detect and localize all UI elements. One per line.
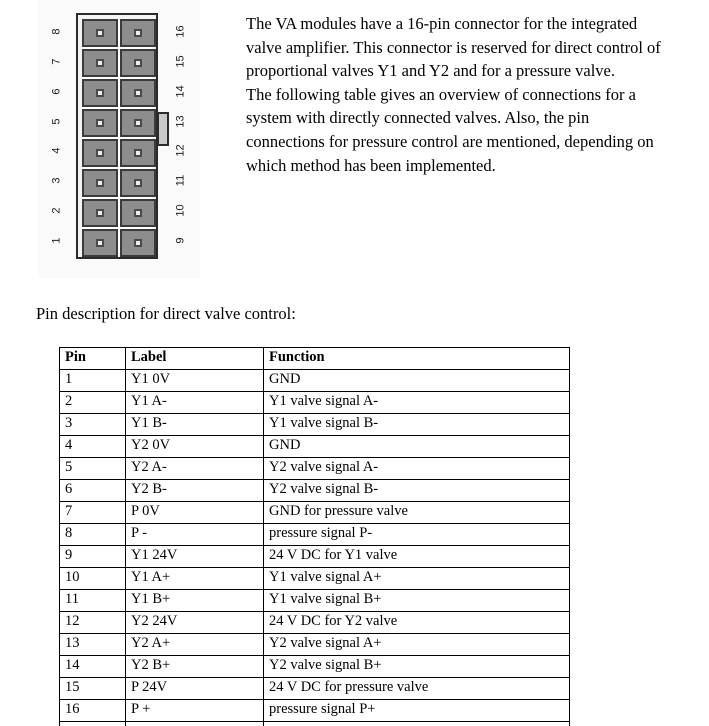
- pin-number-left-6: 6: [52, 76, 63, 106]
- pin-contact-15: [134, 59, 142, 67]
- pin-number-column-left: [38, 0, 76, 278]
- cell-function: 24 V DC for Y1 valve: [264, 546, 570, 568]
- pin-contact-5: [96, 119, 104, 127]
- pin-number-left-5: 5: [52, 106, 63, 136]
- cell-pin: 5: [60, 458, 126, 480]
- column-header-function: Function: [264, 348, 570, 370]
- pin-description-table-wrapper: [59, 347, 569, 726]
- connector-pin-12: [120, 139, 156, 167]
- cell-function: GND: [264, 370, 570, 392]
- cell-pin: 9: [60, 546, 126, 568]
- table-row: [60, 700, 570, 722]
- cell-label: Y2 A-: [126, 458, 264, 480]
- cell-label: Y1 B-: [126, 414, 264, 436]
- table-row: [60, 414, 570, 436]
- cell-label: P +: [126, 700, 264, 722]
- connector-pin-5: [82, 109, 118, 137]
- pin-contact-4: [96, 149, 104, 157]
- pin-contact-9: [134, 239, 142, 247]
- cell-pin: 2: [60, 392, 126, 414]
- cell-label: Y2 0V: [126, 436, 264, 458]
- connector-pin-11: [120, 169, 156, 197]
- pin-number-left-4: 4: [52, 136, 63, 166]
- cell-pin: 14: [60, 656, 126, 678]
- table-row: [60, 436, 570, 458]
- cell-label: Y1 A-: [126, 392, 264, 414]
- table-row: [60, 656, 570, 678]
- connector-pin-4: [82, 139, 118, 167]
- cell-pin: 15: [60, 678, 126, 700]
- cell-label: Y1 24V: [126, 546, 264, 568]
- pin-contact-1: [96, 239, 104, 247]
- cell-pin: 12: [60, 612, 126, 634]
- cell-function: pressure signal P-: [264, 524, 570, 546]
- table-row: [60, 480, 570, 502]
- cell-function: Y1 valve signal B-: [264, 414, 570, 436]
- connector-pin-16: [120, 19, 156, 47]
- cell-function: Y1 valve signal B+: [264, 590, 570, 612]
- pin-number-right-11: 11: [176, 166, 187, 196]
- pin-number-right-16: 16: [176, 17, 187, 47]
- cell-label: Y2 B+: [126, 656, 264, 678]
- connector-pin-15: [120, 49, 156, 77]
- pin-number-right-10: 10: [176, 195, 187, 225]
- pin-number-left-1: 1: [52, 225, 63, 255]
- cell-pin: 1: [60, 370, 126, 392]
- cell-pin: 16: [60, 700, 126, 722]
- cell-pin: 7: [60, 502, 126, 524]
- cell-function: 24 V DC for Y2 valve: [264, 612, 570, 634]
- connector-pin-14: [120, 79, 156, 107]
- pin-grid: [82, 19, 156, 257]
- column-header-pin: Pin: [60, 348, 126, 370]
- connector-pin-9: [120, 229, 156, 257]
- cell-label: Y1 B+: [126, 590, 264, 612]
- table-row: [60, 612, 570, 634]
- table-row: [60, 370, 570, 392]
- cell-pin: 11: [60, 590, 126, 612]
- pin-contact-11: [134, 179, 142, 187]
- connector-pin-1: [82, 229, 118, 257]
- connector-pin-6: [82, 79, 118, 107]
- connector-body: [76, 13, 158, 259]
- table-row: [60, 546, 570, 568]
- cell-pin: 8: [60, 524, 126, 546]
- cell-function: Y2 valve signal B+: [264, 656, 570, 678]
- connector-pin-3: [82, 169, 118, 197]
- table-row: [60, 524, 570, 546]
- cell-function: 24 V DC for pressure valve: [264, 678, 570, 700]
- cell-clipped: [60, 722, 126, 726]
- cell-function: GND for pressure valve: [264, 502, 570, 524]
- cell-function: GND: [264, 436, 570, 458]
- cell-function: Y1 valve signal A+: [264, 568, 570, 590]
- cell-clipped: [264, 722, 570, 726]
- pin-description-table: [59, 347, 570, 726]
- intro-paragraph-1: The VA modules have a 16-pin connector for the integrated valve amplifier. This connector is reserved for direct control of proportional valves Y1 and Y2 and for a pressure valve.: [246, 12, 664, 83]
- cell-pin: 10: [60, 568, 126, 590]
- intro-text-block: [246, 12, 664, 177]
- connector-pin-7: [82, 49, 118, 77]
- pin-contact-7: [96, 59, 104, 67]
- table-row: [60, 634, 570, 656]
- pin-number-right-12: 12: [176, 136, 187, 166]
- pin-number-column-right: [162, 0, 200, 278]
- cell-pin: 3: [60, 414, 126, 436]
- pin-contact-2: [96, 209, 104, 217]
- column-header-label: Label: [126, 348, 264, 370]
- table-row: [60, 568, 570, 590]
- cell-label: Y1 0V: [126, 370, 264, 392]
- cell-function: Y2 valve signal A+: [264, 634, 570, 656]
- cell-label: P 0V: [126, 502, 264, 524]
- table-row: [60, 590, 570, 612]
- connector-pin-10: [120, 199, 156, 227]
- connector-figure: [38, 0, 200, 278]
- intro-paragraph-2: The following table gives an overview of connections for a system with directly connected valves. Also, the pin connections for pressure control are mentioned, depending on which method has been implemented.: [246, 83, 664, 177]
- cell-function: Y2 valve signal A-: [264, 458, 570, 480]
- cell-clipped: [126, 722, 264, 726]
- table-row-clipped: [60, 722, 570, 726]
- table-row: [60, 502, 570, 524]
- pin-number-left-7: 7: [52, 47, 63, 77]
- cell-function: Y2 valve signal B-: [264, 480, 570, 502]
- cell-function: pressure signal P+: [264, 700, 570, 722]
- pin-contact-14: [134, 89, 142, 97]
- cell-pin: 6: [60, 480, 126, 502]
- pin-number-left-2: 2: [52, 195, 63, 225]
- cell-label: P 24V: [126, 678, 264, 700]
- table-row: [60, 458, 570, 480]
- pin-contact-16: [134, 29, 142, 37]
- cell-pin: 13: [60, 634, 126, 656]
- cell-label: P -: [126, 524, 264, 546]
- pin-number-right-13: 13: [176, 106, 187, 136]
- pin-number-right-9: 9: [176, 225, 187, 255]
- cell-label: Y2 24V: [126, 612, 264, 634]
- cell-function: Y1 valve signal A-: [264, 392, 570, 414]
- pin-contact-6: [96, 89, 104, 97]
- cell-label: Y2 B-: [126, 480, 264, 502]
- pin-number-left-8: 8: [52, 17, 63, 47]
- pin-contact-8: [96, 29, 104, 37]
- table-row: [60, 678, 570, 700]
- cell-label: Y2 A+: [126, 634, 264, 656]
- connector-pin-8: [82, 19, 118, 47]
- connector-pin-13: [120, 109, 156, 137]
- pin-number-right-15: 15: [176, 47, 187, 77]
- table-caption: Pin description for direct valve control:: [36, 303, 296, 325]
- cell-label: Y1 A+: [126, 568, 264, 590]
- table-header-row: [60, 348, 570, 370]
- pin-contact-3: [96, 179, 104, 187]
- pin-number-left-3: 3: [52, 166, 63, 196]
- pin-contact-12: [134, 149, 142, 157]
- pin-contact-10: [134, 209, 142, 217]
- cell-pin: 4: [60, 436, 126, 458]
- connector-pin-2: [82, 199, 118, 227]
- table-row: [60, 392, 570, 414]
- pin-contact-13: [134, 119, 142, 127]
- pin-number-right-14: 14: [176, 76, 187, 106]
